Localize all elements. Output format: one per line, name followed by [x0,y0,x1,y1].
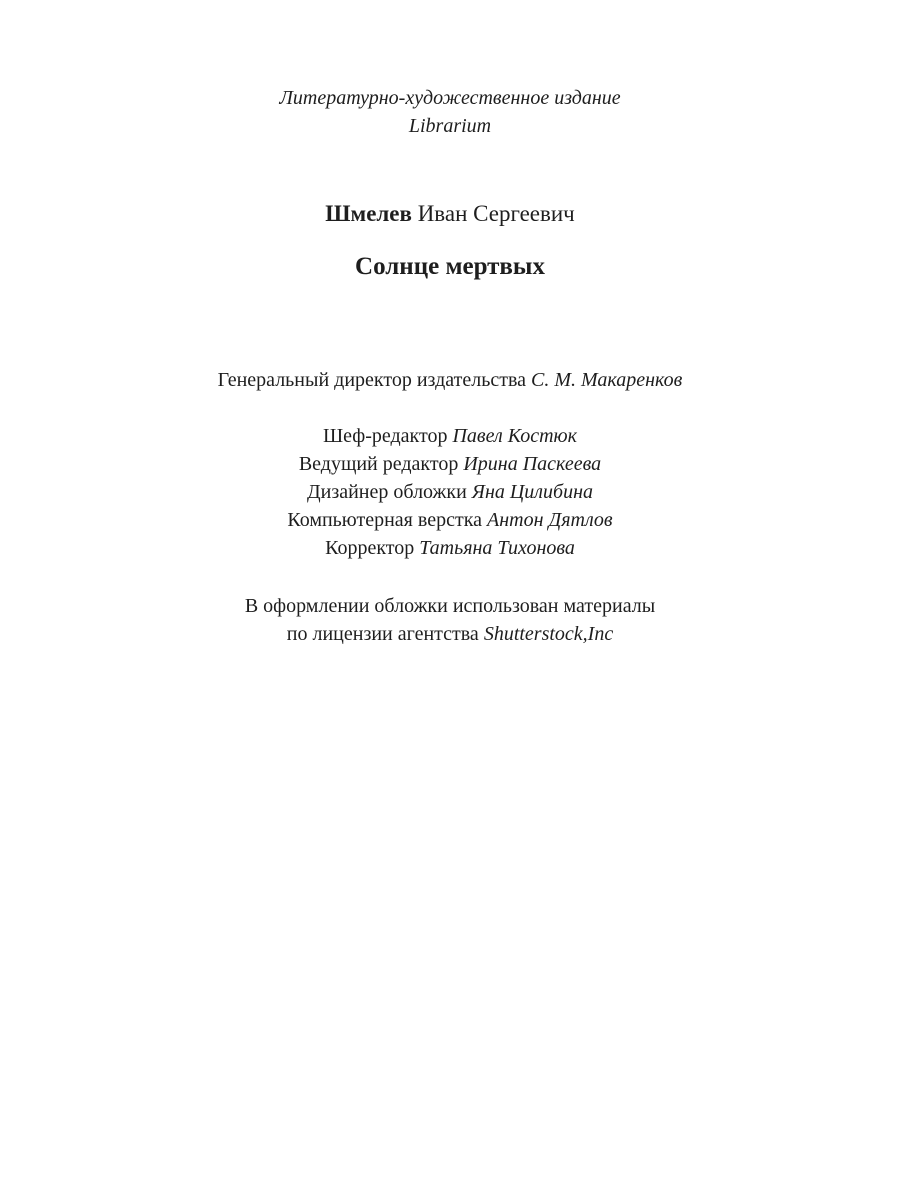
credit-role: Шеф-редактор [322,425,448,447]
credit-role: Дизайнер обложки [306,481,467,503]
author-surname: Шмелев [325,201,412,226]
cover-note-line [0,620,900,648]
credit-line [0,450,900,478]
series-name: Librarium [408,115,492,137]
director-role: Генеральный директор издательства [217,369,527,391]
book-title: Солнце мертвых [355,253,545,280]
credit-name: Павел Костюк [452,425,578,447]
credit-name: Ирина Паскеева [463,453,602,475]
cover-note-line: В оформлении обложки использован материалы [244,595,656,617]
credit-name: Татьяна Тихонова [419,537,575,559]
credit-role: Компьютерная верстка [287,509,482,531]
credit-name: Антон Дятлов [487,509,613,531]
director-credit [0,366,900,394]
credit-line [0,422,900,450]
credit-role: Корректор [325,537,415,559]
director-name: С. М. Макаренков [531,369,683,391]
credit-name: Яна Цилибина [471,481,594,503]
author-name [0,198,900,230]
author-given-names: Иван Сергеевич [417,201,575,226]
credit-line [0,534,900,562]
credit-line [0,506,900,534]
cover-note-agency: Shutterstock,Inc [483,623,614,645]
cover-note-prefix: по лицензии агентства [286,623,479,645]
credit-line [0,478,900,506]
credit-role: Ведущий редактор [298,453,459,475]
series-label: Литературно-художественное издание [279,87,621,109]
